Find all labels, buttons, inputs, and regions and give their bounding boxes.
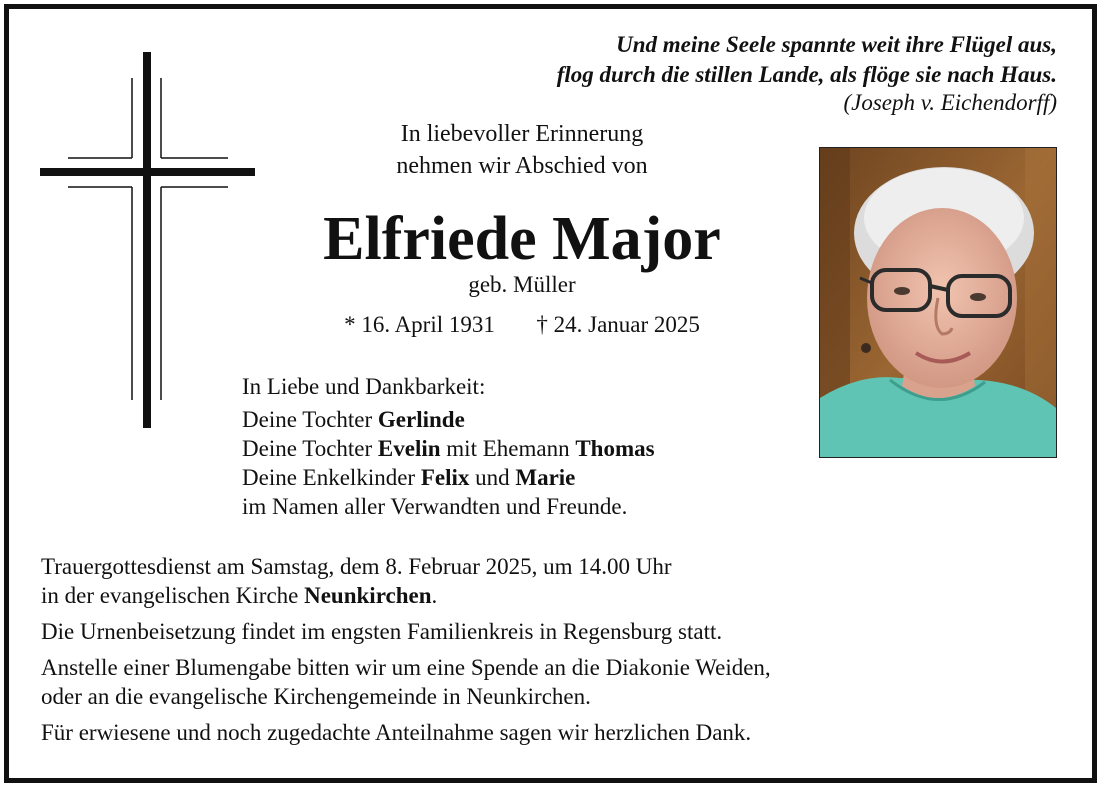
donation-line-2: oder an die evangelische Kirchengemeinde in Neunkirchen. <box>41 684 591 709</box>
burial-paragraph: Die Urnenbeisetzung findet im engsten Familienkreis in Regensburg statt. <box>41 619 723 644</box>
thanks-paragraph: Für erwiesene und noch zugedachte Anteilnahme sagen wir herzlichen Dank. <box>41 720 752 745</box>
birth-date: 16. April 1931 <box>361 312 495 337</box>
service-location-place: Neunkirchen <box>304 583 432 608</box>
service-time: Trauergottesdienst am Samstag, dem 8. Februar 2025, um 14.00 Uhr <box>41 554 672 579</box>
mourner-relation: Deine Tochter <box>242 436 378 461</box>
donation-paragraph <box>41 653 1041 711</box>
donation-line-1: Anstelle einer Blumengabe bitten wir um eine Spende an die Diakonie Weiden, <box>41 655 771 680</box>
mourner-line-2 <box>242 434 655 463</box>
intro-text <box>322 118 722 182</box>
mourner-name: Thomas <box>575 436 655 461</box>
mourner-name: Evelin <box>377 436 441 461</box>
death-date: 24. Januar 2025 <box>553 312 700 337</box>
mourner-name: Marie <box>515 465 576 490</box>
mourner-relation: Deine Tochter <box>242 407 378 432</box>
portrait-photo <box>819 147 1057 458</box>
mourner-line-4: im Namen aller Verwandten und Freunde. <box>242 494 628 519</box>
service-details <box>41 552 1041 754</box>
mourner-name: Felix <box>420 465 470 490</box>
birth-symbol: * <box>344 312 356 337</box>
intro-line-1: In liebevoller Erinnerung <box>400 121 644 147</box>
service-location-suffix: . <box>431 583 438 608</box>
mourner-line-3 <box>242 463 655 492</box>
mourners-heading: In Liebe und Dankbarkeit: <box>242 374 486 399</box>
mourner-connector: mit Ehemann <box>440 436 576 461</box>
poem-quote <box>557 30 1057 118</box>
deceased-name: Elfriede Major <box>323 205 721 273</box>
poem-line-1: Und meine Seele spannte weit ihre Flügel aus, <box>616 32 1057 57</box>
maiden-name: geb. Müller <box>468 272 576 297</box>
death-symbol: † <box>536 312 548 337</box>
mourner-connector: und <box>469 465 516 490</box>
mourner-name: Gerlinde <box>377 407 465 432</box>
poem-line-2: flog durch die stillen Lande, als flöge sie nach Haus. <box>556 62 1057 87</box>
life-dates <box>272 309 772 341</box>
service-paragraph <box>41 552 1041 610</box>
service-location <box>41 581 1041 610</box>
poem-author: (Joseph v. Eichendorff) <box>843 90 1057 115</box>
mourners-list <box>242 372 655 521</box>
intro-line-2: nehmen wir Abschied von <box>396 153 648 179</box>
service-location-prefix: in der evangelischen Kirche <box>41 583 305 608</box>
mourner-line-1 <box>242 405 655 434</box>
mourner-relation: Deine Enkelkinder <box>242 465 421 490</box>
